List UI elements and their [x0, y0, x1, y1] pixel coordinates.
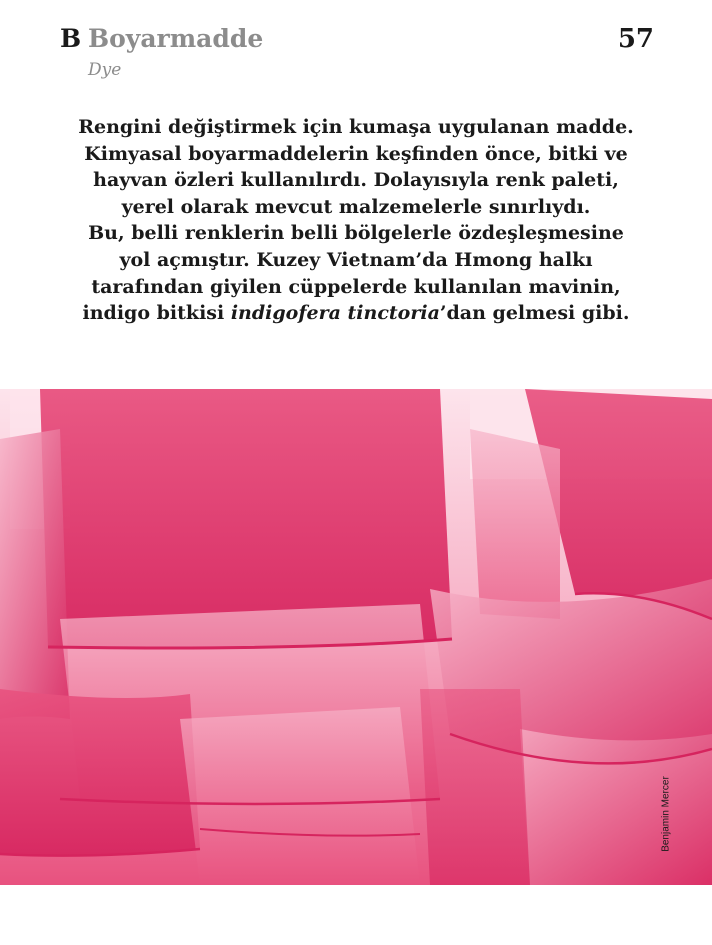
- dyed-fabric-photo: [0, 389, 712, 885]
- definition-text: [40, 114, 672, 327]
- definition-line: Bu, belli renklerin belli bölgelerle özdeşleşmesine: [88, 222, 624, 245]
- definition-line: Kimyasal boyarmaddelerin keşfinden önce, bitki ve: [84, 142, 628, 165]
- definition-text-part: indigo bitkisi: [82, 302, 231, 325]
- definition-line: yol açmıştır. Kuzey Vietnam’da Hmong halkı: [119, 248, 593, 271]
- definition-line: yerel olarak mevcut malzemelerle sınırlıydı.: [121, 195, 591, 218]
- photo-credit: [658, 772, 674, 856]
- entry-term: Boyarmadde: [88, 24, 264, 53]
- definition-line: tarafından giyilen cüppelerde kullanılan mavinin,: [91, 275, 621, 298]
- definition-line: hayvan özleri kullanılırdı. Dolayısıyla renk paleti,: [93, 169, 619, 192]
- scientific-name: indigofera tinctoria: [230, 302, 440, 325]
- page-number: 57: [617, 24, 654, 54]
- definition-line: Rengini değiştirmek için kumaşa uygulanan madde.: [78, 116, 634, 138]
- section-letter: B: [60, 24, 82, 53]
- entry-translation: Dye: [88, 60, 122, 80]
- definition-line: [40, 300, 672, 327]
- definition-text-part: ’dan gelmesi gibi.: [439, 302, 630, 325]
- photo-credit-text: Benjamin Mercer: [660, 776, 672, 852]
